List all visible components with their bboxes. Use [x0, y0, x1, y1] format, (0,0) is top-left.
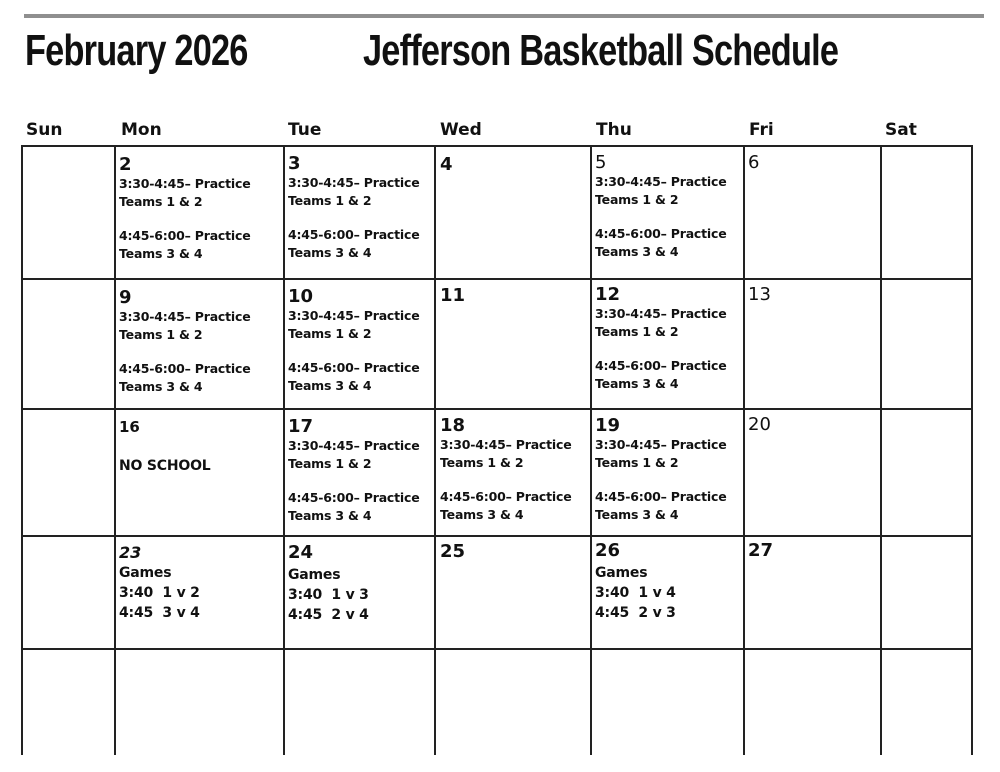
day-cell — [119, 417, 211, 475]
practice-time: 3:30-4:45– Practice — [288, 308, 420, 323]
top-rule — [24, 14, 984, 18]
weekday-fri: Fri — [749, 120, 774, 140]
game-matchup: 3:40 1 v 2 — [119, 585, 200, 601]
day-number: 27 — [748, 540, 774, 561]
practice-teams: Teams 3 & 4 — [288, 245, 372, 260]
day-number: 3 — [288, 153, 301, 174]
day-cell — [440, 416, 572, 524]
no-school-note: NO SCHOOL — [119, 458, 211, 474]
game-matchup: 4:45 3 v 4 — [119, 605, 200, 621]
day-cell — [748, 415, 771, 435]
weekday-wed: Wed — [440, 120, 482, 140]
month-heading: February 2026 — [25, 26, 248, 75]
grid-line — [114, 145, 116, 755]
day-cell — [748, 541, 773, 561]
practice-teams: Teams 3 & 4 — [288, 508, 372, 523]
day-number: 17 — [288, 416, 314, 437]
day-cell — [288, 417, 420, 525]
weekday-thu: Thu — [596, 120, 632, 140]
practice-time: 4:45-6:00– Practice — [440, 489, 572, 504]
day-number: 24 — [288, 542, 314, 563]
practice-teams: Teams 3 & 4 — [119, 379, 203, 394]
weekday-tue: Tue — [288, 120, 322, 140]
games-label: Games — [119, 565, 172, 581]
day-cell — [288, 287, 420, 395]
practice-teams: Teams 3 & 4 — [288, 378, 372, 393]
grid-line — [743, 145, 745, 755]
practice-time: 4:45-6:00– Practice — [288, 227, 420, 242]
grid-line — [971, 145, 973, 755]
game-matchup: 4:45 2 v 3 — [595, 605, 676, 621]
practice-time: 4:45-6:00– Practice — [595, 489, 727, 504]
weekday-mon: Mon — [121, 120, 162, 140]
day-number: 16 — [119, 418, 140, 436]
day-number: 25 — [440, 541, 466, 562]
grid-line — [21, 145, 23, 755]
day-number: 9 — [119, 287, 132, 308]
games-label: Games — [288, 567, 341, 583]
day-cell — [595, 285, 727, 393]
grid-line — [21, 145, 973, 147]
practice-teams: Teams 1 & 2 — [595, 455, 679, 470]
practice-time: 4:45-6:00– Practice — [595, 226, 727, 241]
day-number: 4 — [440, 154, 453, 175]
game-matchup: 3:40 1 v 3 — [288, 587, 369, 603]
day-number: 12 — [595, 284, 621, 305]
day-cell — [440, 542, 465, 562]
day-number: 10 — [288, 286, 314, 307]
day-cell — [119, 155, 251, 263]
day-cell — [288, 543, 369, 625]
day-cell — [440, 155, 453, 175]
practice-teams: Teams 1 & 2 — [288, 193, 372, 208]
day-number: 5 — [595, 152, 607, 173]
practice-teams: Teams 1 & 2 — [440, 455, 524, 470]
day-number: 11 — [440, 285, 466, 306]
day-cell — [748, 285, 771, 305]
practice-teams: Teams 3 & 4 — [440, 507, 524, 522]
weekday-sat: Sat — [885, 120, 917, 140]
practice-teams: Teams 1 & 2 — [595, 324, 679, 339]
grid-line — [21, 535, 973, 537]
grid-line — [590, 145, 592, 755]
game-matchup: 4:45 2 v 4 — [288, 607, 369, 623]
grid-line — [880, 145, 882, 755]
practice-teams: Teams 3 & 4 — [595, 244, 679, 259]
practice-time: 4:45-6:00– Practice — [595, 358, 727, 373]
practice-time: 3:30-4:45– Practice — [288, 175, 420, 190]
schedule-title: Jefferson Basketball Schedule — [363, 26, 839, 75]
day-number: 18 — [440, 415, 466, 436]
weekday-sun: Sun — [26, 120, 63, 140]
practice-teams: Teams 3 & 4 — [595, 376, 679, 391]
practice-time: 3:30-4:45– Practice — [288, 438, 420, 453]
day-number: 19 — [595, 415, 621, 436]
practice-time: 3:30-4:45– Practice — [595, 437, 727, 452]
grid-line — [434, 145, 436, 755]
practice-time: 4:45-6:00– Practice — [119, 361, 251, 376]
practice-time: 3:30-4:45– Practice — [595, 174, 727, 189]
grid-line — [283, 145, 285, 755]
practice-time: 4:45-6:00– Practice — [288, 490, 420, 505]
practice-time: 3:30-4:45– Practice — [119, 176, 251, 191]
practice-teams: Teams 1 & 2 — [119, 194, 203, 209]
day-cell — [748, 153, 759, 173]
practice-teams: Teams 1 & 2 — [288, 326, 372, 341]
game-matchup: 3:40 1 v 4 — [595, 585, 676, 601]
practice-teams: Teams 1 & 2 — [288, 456, 372, 471]
day-cell — [595, 541, 676, 623]
day-cell — [440, 286, 465, 306]
day-number: 23 — [119, 543, 142, 562]
day-number: 2 — [119, 154, 132, 175]
day-number: 13 — [748, 284, 771, 305]
grid-line — [21, 648, 973, 650]
day-number: 6 — [748, 152, 760, 173]
practice-time: 3:30-4:45– Practice — [119, 309, 251, 324]
day-cell — [288, 154, 420, 262]
day-number: 26 — [595, 540, 621, 561]
games-label: Games — [595, 565, 648, 581]
day-cell — [119, 543, 200, 623]
practice-time: 3:30-4:45– Practice — [595, 306, 727, 321]
grid-line — [21, 278, 973, 280]
practice-teams: Teams 1 & 2 — [119, 327, 203, 342]
grid-line — [21, 408, 973, 410]
practice-time: 4:45-6:00– Practice — [288, 360, 420, 375]
practice-teams: Teams 1 & 2 — [595, 192, 679, 207]
day-cell — [119, 288, 251, 396]
practice-time: 4:45-6:00– Practice — [119, 228, 251, 243]
practice-time: 3:30-4:45– Practice — [440, 437, 572, 452]
day-number: 20 — [748, 414, 771, 435]
day-cell — [595, 416, 727, 524]
calendar-grid — [21, 145, 973, 755]
practice-teams: Teams 3 & 4 — [119, 246, 203, 261]
day-cell — [595, 153, 727, 261]
practice-teams: Teams 3 & 4 — [595, 507, 679, 522]
